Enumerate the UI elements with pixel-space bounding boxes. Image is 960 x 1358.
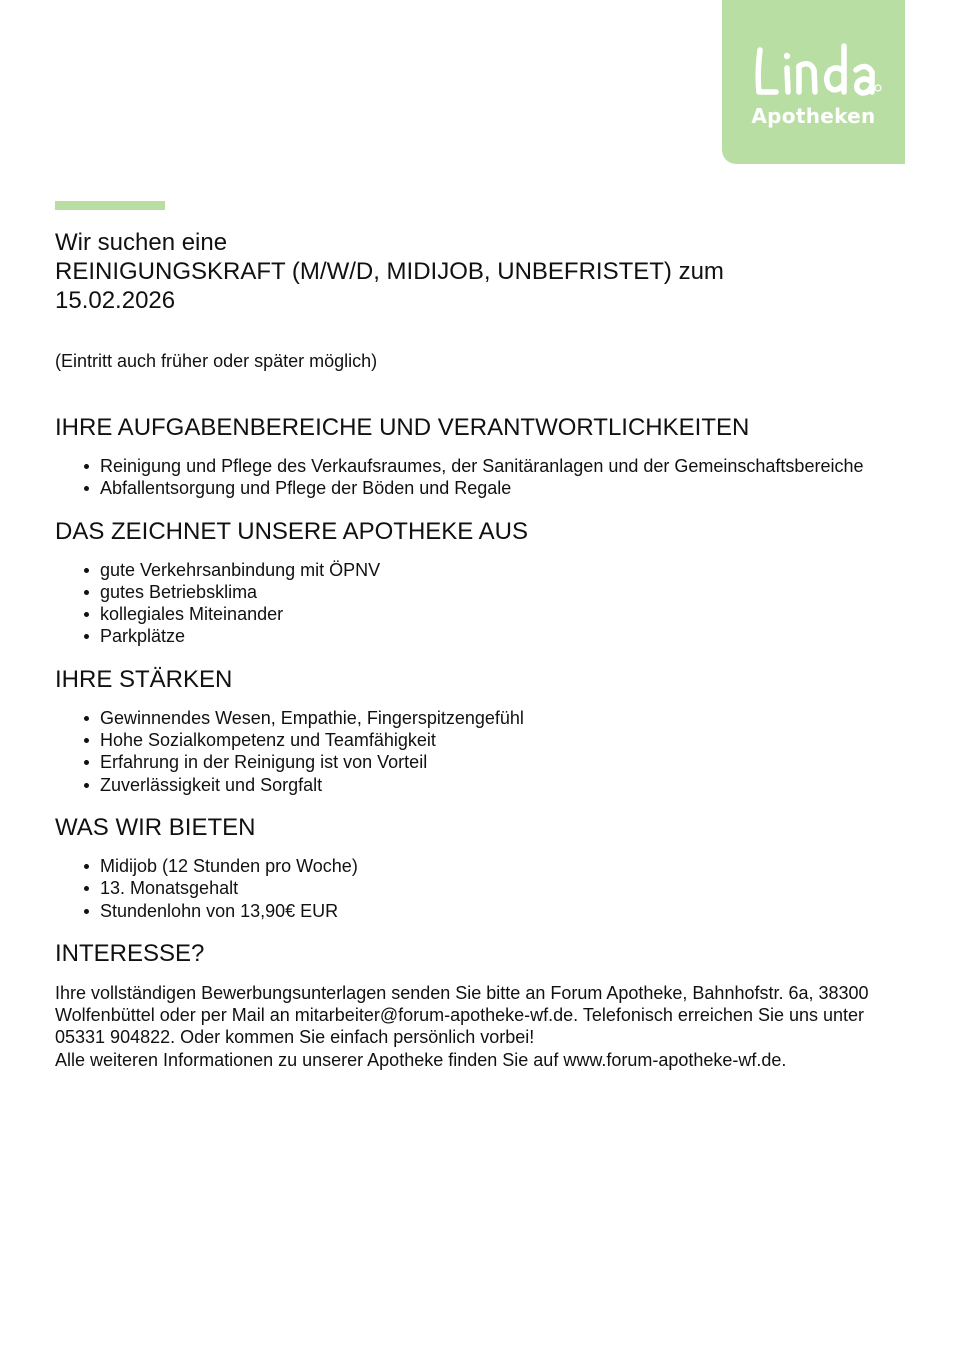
section-heading-offer: WAS WIR BIETEN bbox=[55, 813, 256, 841]
pharmacy-list bbox=[55, 559, 935, 648]
tasks-list bbox=[55, 455, 935, 500]
intro-line-1: Wir suchen eine bbox=[55, 229, 228, 256]
section-heading-interest: INTERESSE? bbox=[55, 939, 205, 967]
list-item: gutes Betriebsklima bbox=[100, 581, 935, 603]
section-heading-pharmacy: DAS ZEICHNET UNSERE APOTHEKE AUS bbox=[55, 517, 529, 545]
website-line: Alle weiteren Informationen zu unserer Apotheke finden Sie auf www.forum-apotheke-wf.de. bbox=[55, 1049, 787, 1070]
contact-info bbox=[55, 982, 885, 1071]
job-posting bbox=[55, 228, 935, 1071]
section-heading-strengths: IHRE STÄRKEN bbox=[55, 665, 233, 693]
list-item: Abfallentsorgung und Pflege der Böden und Regale bbox=[100, 477, 935, 499]
accent-bar bbox=[55, 201, 165, 210]
contact-text: Ihre vollständigen Bewerbungsunterlagen senden Sie bitte an Forum Apotheke, Bahnhofstr. 6a, 38300 Wolfenbüttel oder per Mail an mitarbeiter@forum-apotheke-wf.de. Telefonisch erreichen Sie uns unter 05331 904822. Oder kommen Sie einfach persönlich vorbei! bbox=[55, 982, 869, 1048]
strengths-list bbox=[55, 707, 935, 796]
list-item: Midijob (12 Stunden pro Woche) bbox=[100, 855, 935, 877]
list-item: Stundenlohn von 13,90€ EUR bbox=[100, 900, 935, 922]
list-item: Hohe Sozialkompetenz und Teamfähigkeit bbox=[100, 729, 935, 751]
list-item: Parkplätze bbox=[100, 625, 935, 647]
offer-list bbox=[55, 855, 935, 922]
job-title bbox=[55, 228, 935, 315]
logo-subtitle: Apotheken bbox=[751, 104, 876, 128]
list-item: 13. Monatsgehalt bbox=[100, 877, 935, 899]
list-item: Reinigung und Pflege des Verkaufsraumes, der Sanitäranlagen und der Gemeinschaftsbereiche bbox=[100, 455, 935, 477]
intro-line-3: 15.02.2026 bbox=[55, 287, 176, 314]
list-item: Erfahrung in der Reinigung ist von Vorteil bbox=[100, 751, 935, 773]
list-item: Zuverlässigkeit und Sorgfalt bbox=[100, 774, 935, 796]
list-item: gute Verkehrsanbindung mit ÖPNV bbox=[100, 559, 935, 581]
list-item: kollegiales Miteinander bbox=[100, 603, 935, 625]
list-item: Gewinnendes Wesen, Empathie, Fingerspitzengefühl bbox=[100, 707, 935, 729]
section-heading-tasks: IHRE AUFGABENBEREICHE UND VERANTWORTLICHKEITEN bbox=[55, 414, 750, 441]
intro-line-2: REINIGUNGSKRAFT (M/W/D, MIDIJOB, UNBEFRISTET) zum bbox=[55, 258, 724, 285]
linda-wordmark-icon bbox=[752, 40, 882, 98]
linda-apotheken-logo bbox=[722, 0, 905, 164]
start-date-note: (Eintritt auch früher oder später möglich) bbox=[55, 351, 378, 371]
